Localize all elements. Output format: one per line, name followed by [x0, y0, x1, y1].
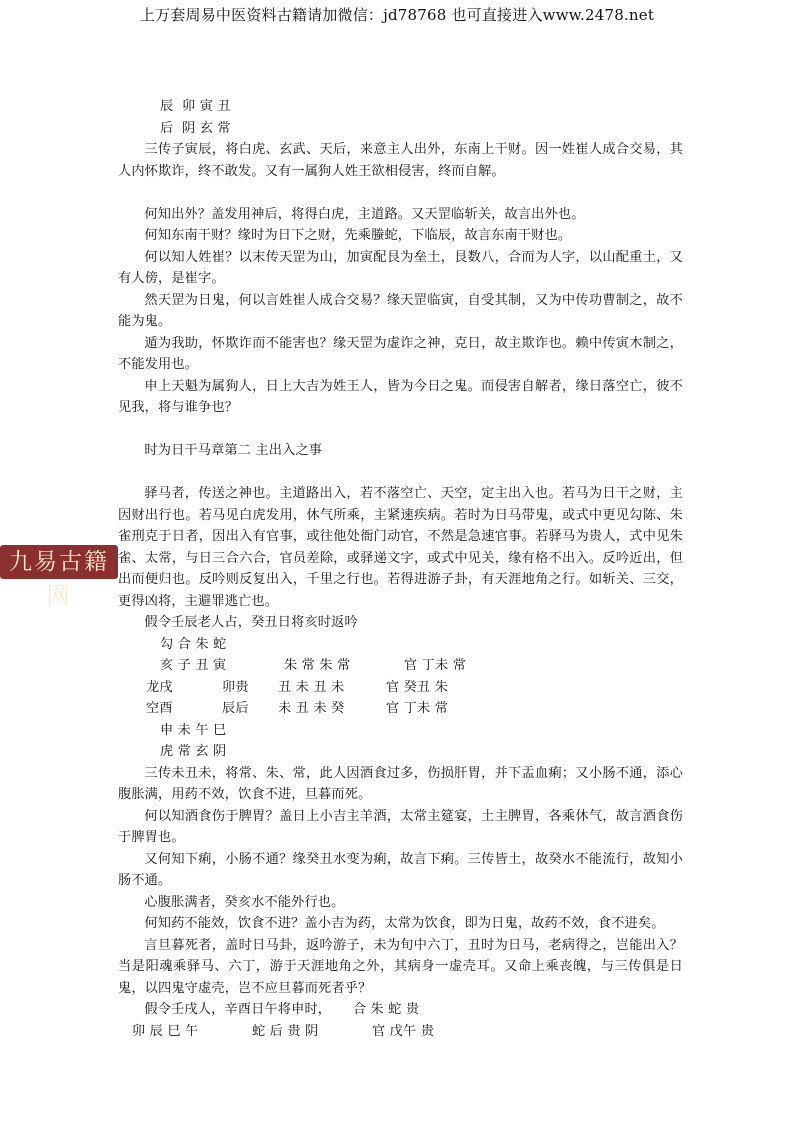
paragraph: 遁为我助，怀欺诈而不能害也？缘天罡为虚诈之神，克日，故主欺诈也。赖中传寅木制之，不能发用也。: [118, 335, 683, 372]
site-watermark-logo: 九易古籍网: [0, 545, 118, 579]
paragraph: 驿马者，传送之神也。主道路出入，若不落空亡、天空，定主出入也。若马为日干之财，主因财出行也。若马见白虎发用，休气所乘，主紧速疾病。若时为日马带鬼，或式中更见勾陈、朱雀刑克于日者，因出入有官事，或往他处衙门动官，不然是急速官事。若驿马为贵人，式中见朱雀、太常，与日三合六合，官员差除，或驿递文字，或式中见关，缘有格不出入。反吟近出，但出而便归也。反吟则反复出入，千里之行也。若得进游子卦，有天涯地角之行。如斩关、三交，更得凶将，主避罪逃亡也。: [118, 486, 683, 609]
chart-cell: 亥 子 丑 寅: [160, 658, 227, 673]
chart-cell: 未 丑 未 癸: [278, 701, 345, 716]
chart-cell: 官 丁未 常: [386, 701, 449, 716]
chart-cell: 官 戊午 贵: [372, 1023, 435, 1039]
chart-cell: 官 丁未 常: [404, 658, 467, 673]
chart-cell: 官 癸丑 朱: [386, 679, 449, 695]
chart-row: [118, 677, 683, 699]
chart-cell: 朱 常 朱 常: [284, 658, 351, 673]
chart-cell: 龙戌: [146, 679, 173, 695]
chart-row: [118, 1021, 683, 1043]
document-body: [118, 96, 683, 1042]
section-title: 时为日干马章第二 主出入之事: [144, 443, 323, 458]
chart-row: 申 未 午 巳: [160, 722, 227, 738]
paragraph: 三传未丑未，将常、朱、常，此人因酒食过多，伤损肝胃，并下盂血痢；又小肠不通，添心腹胀满，用药不效，饮食不进，旦暮而死。: [118, 765, 683, 802]
paragraph: 何以知人姓崔？以末传天罡为山，加寅配艮为垒土，艮数八，合而为人字，以山配重土，又有人傍，是崔字。: [118, 249, 683, 286]
chart-cell: 空酉: [146, 701, 173, 716]
chart-row: 虎 常 玄 阴: [160, 744, 227, 759]
paragraph: 申上天魁为属狗人，日上大吉为姓王人，皆为今日之鬼。而侵害自解者，缘日落空亡，彼不见我，将与谁争也？: [118, 378, 683, 415]
paragraph: 何以知酒食伤于脾胃？盖日上小吉主羊酒，太常主筵宴，土主脾胃，各乘休气，故言酒食伤于脾胃也。: [118, 808, 683, 845]
paragraph: 言旦暮死者，盖时日马卦，返吟游子，未为旬中六丁，丑时为日马，老病得之，岂能出入？当是阳魂乘驿马、六丁，游于天涯地角之外，其病身一虚壳耳。又命上乘丧魄，与三传俱是日鬼，以四鬼守虚壳，岂不应旦暮而死者乎？: [118, 937, 683, 996]
paragraph: 又何知下痢，小肠不通？缘癸丑水变为痢，故言下痢。三传皆土，故癸水不能流行，故知小肠不通。: [118, 851, 683, 888]
chart-row: [118, 655, 683, 677]
chart-row: 后 阴 玄 常: [160, 120, 231, 136]
chart-row: 辰 卯 寅 丑: [160, 99, 231, 114]
chart-cell: 辰后: [222, 701, 249, 716]
page-header: 上万套周易中医资料古籍请加微信：jd78768 也可直接进入www.2478.net: [139, 6, 655, 24]
chart-row: [118, 698, 683, 720]
paragraph: 然天罡为日鬼，何以言姓崔人成合交易？缘天罡临寅，自受其制，又为中传功曹制之，故不能为鬼。: [118, 292, 683, 329]
paragraph: 何知东南干财？缘时为日下之财，先乘螣蛇，下临辰，故言东南干财也。: [144, 228, 572, 243]
paragraph: 三传子寅辰，将白虎、玄武、天后，来意主人出外，东南上干财。因一姓崔人成合交易，其人内怀欺诈，终不敢发。又有一属狗人姓王欲相侵害，终而自解。: [118, 142, 683, 179]
paragraph: 何知药不能效，饮食不进？盖小吉为药，太常为饮食，即为日鬼，故药不效，食不进矣。: [144, 916, 665, 931]
paragraph: 假令壬辰老人占，癸丑日将亥时返吟: [144, 615, 358, 630]
paragraph: 假令壬戌人，辛酉日午将申时， 合 朱 蛇 贵: [144, 1002, 420, 1017]
chart-cell: 丑 未 丑 未: [278, 679, 345, 695]
chart-row: 勾 合 朱 蛇: [160, 636, 227, 652]
chart-cell: 卯贵: [222, 679, 249, 695]
paragraph: 心腹胀满者，癸亥水不能外行也。: [144, 894, 345, 910]
chart-cell: 蛇 后 贵 阴: [252, 1023, 319, 1039]
paragraph: 何知出外？盖发用神后，将得白虎，主道路。又天罡临斩关，故言出外也。: [144, 206, 585, 222]
chart-cell: 卯 辰 巳 午: [132, 1023, 199, 1039]
